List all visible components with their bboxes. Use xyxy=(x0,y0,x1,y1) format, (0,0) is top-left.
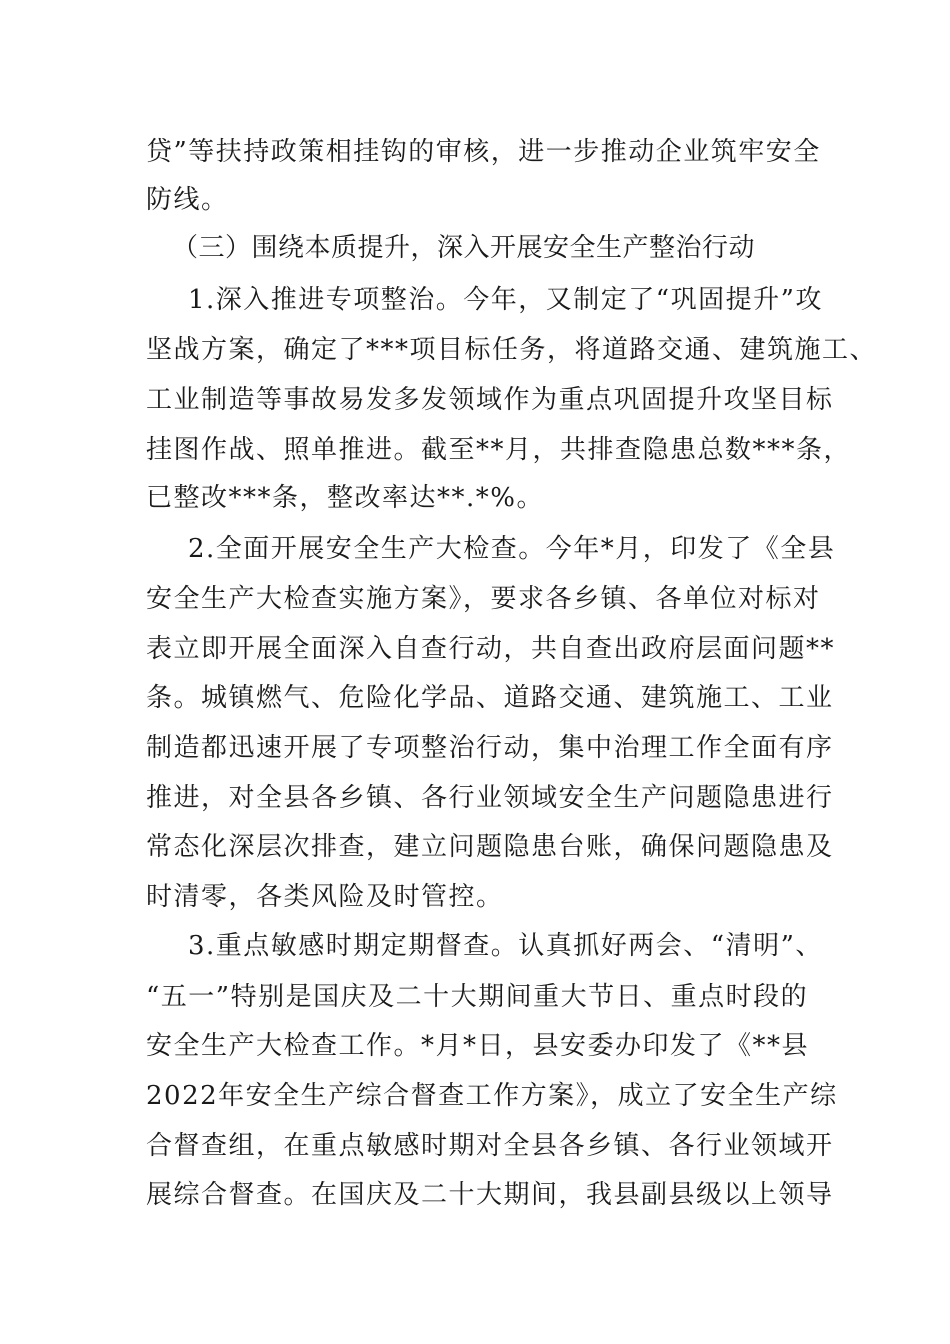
paragraph-line: 3.重点敏感时期定期督查。认真抓好两会、“清明”、 xyxy=(188,931,823,961)
paragraph-line: 坚战方案，确定了***项目标任务，将道路交通、建筑施工、 xyxy=(146,335,878,365)
paragraph-line: 1.深入推进专项整治。今年，又制定了“巩固提升”攻 xyxy=(188,285,823,315)
paragraph-line: 常态化深层次排查，建立问题隐患台账，确保问题隐患及 xyxy=(146,832,834,862)
paragraph-line: 时清零，各类风险及时管控。 xyxy=(146,882,504,912)
paragraph-line: 工业制造等事故易发多发领域作为重点巩固提升攻坚目标 xyxy=(146,385,834,415)
paragraph-line: 2022年安全生产综合督查工作方案》，成立了安全生产综 xyxy=(146,1081,838,1111)
paragraph-line: 挂图作战、照单推进。截至**月，共排查隐患总数***条， xyxy=(146,435,852,465)
paragraph-line: 表立即开展全面深入自查行动，共自查出政府层面问题** xyxy=(146,634,836,664)
paragraph-line: 安全生产大检查实施方案》，要求各乡镇、各单位对标对 xyxy=(146,584,821,614)
paragraph-line: 安全生产大检查工作。*月*日，县安委办印发了《**县 xyxy=(146,1031,810,1061)
paragraph-line: 贷”等扶持政策相挂钩的审核，进一步推动企业筑牢安全 xyxy=(146,137,821,167)
paragraph-line: 制造都迅速开展了专项整治行动，集中治理工作全面有序 xyxy=(146,733,834,763)
paragraph-line: 条。城镇燃气、危险化学品、道路交通、建筑施工、工业 xyxy=(146,683,834,713)
paragraph-line: 2.全面开展安全生产大检查。今年*月，印发了《全县 xyxy=(188,534,836,564)
paragraph-line: 展综合督查。在国庆及二十大期间，我县副县级以上领导 xyxy=(146,1180,834,1210)
paragraph-line: 防线。 xyxy=(146,185,229,215)
paragraph-line: 合督查组，在重点敏感时期对全县各乡镇、各行业领域开 xyxy=(146,1131,834,1161)
paragraph-line: “五一”特别是国庆及二十大期间重大节日、重点时段的 xyxy=(146,982,809,1012)
paragraph-line: 推进，对全县各乡镇、各行业领域安全生产问题隐患进行 xyxy=(146,783,834,813)
paragraph-line: 已整改***条，整改率达**.*%。 xyxy=(146,483,544,513)
section-heading: （三）围绕本质提升，深入开展安全生产整治行动 xyxy=(172,233,756,263)
